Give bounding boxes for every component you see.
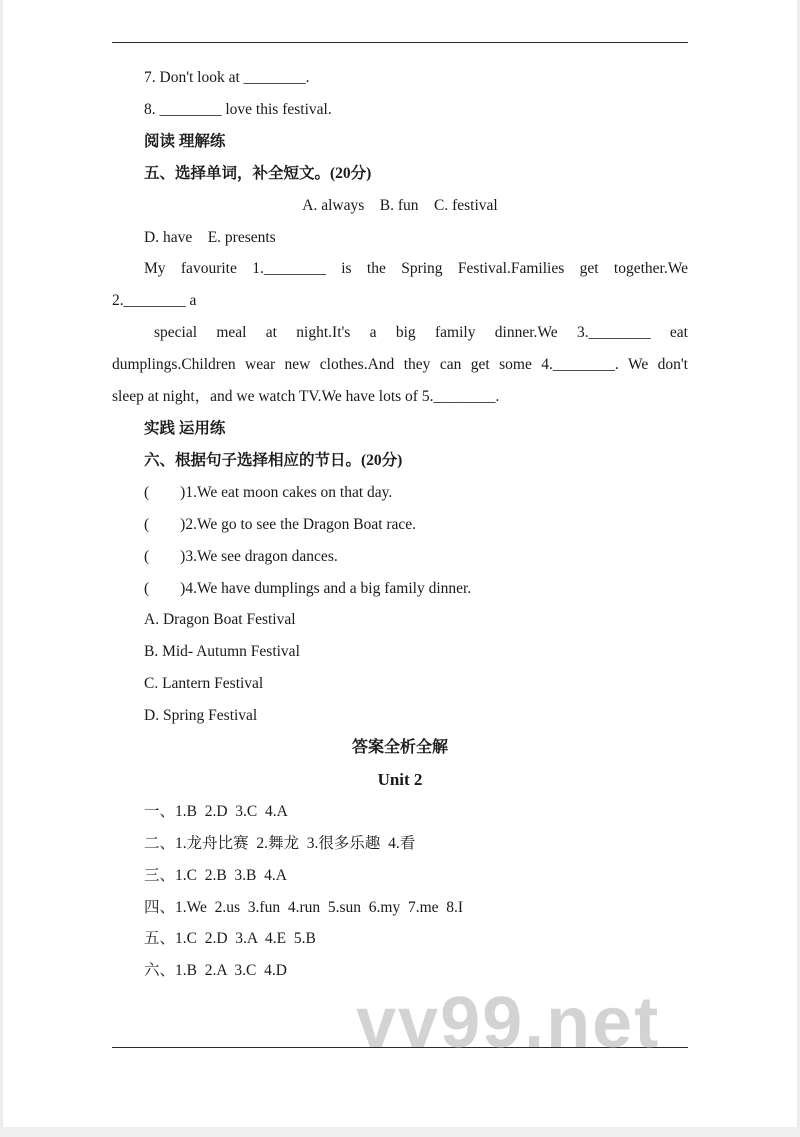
watermark: vv99.net [356,983,661,1063]
exercise-6-item-3: ( )3.We see dragon dances. [144,547,338,565]
question-7-line: 7. Don't look at ________. [144,69,310,86]
top-rule [112,42,688,43]
exercise-5-options-de: D. have E. presents [144,228,276,246]
exercise-6-item-2: ( )2.We go to see the Dragon Boat race. [144,515,417,533]
exercise-6-title: 六、根据句子选择相应的节日。(20分) [144,451,403,469]
cloze-line-1: My favourite 1.________ is the Spring Festival.Families get together.We [144,260,688,278]
exercise-6-option-b: B. Mid- Autumn Festival [144,643,300,661]
cloze-line-3: special meal at night.It's a big family dinner.We 3.________ eat [154,324,688,342]
exercise-5-title: 五、选择单词，补全短文。(20分) [144,164,372,182]
exercise-6-item-4: ( )4.We have dumplings and a big family dinner. [144,579,472,597]
page-edge-bottom [0,1127,800,1137]
answers-line-6: 六、1.B 2.A 3.C 4.D [144,962,287,980]
answers-line-1: 一、1.B 2.D 3.C 4.A [144,802,288,820]
section-header-practice: 实践 运用练 [144,419,226,437]
answers-line-5: 五、1.C 2.D 3.A 4.E 5.B [144,930,316,948]
exercise-5-options-abc: A. always B. fun C. festival [302,196,498,214]
cloze-line-5: sleep at night，and we watch TV.We have lots of 5.________. [112,388,500,406]
cloze-line-4: dumplings.Children wear new clothes.And they can get some 4.________. We don't [112,356,688,374]
question-8-line: 8. ________ love this festival. [144,100,332,118]
section-header-reading: 阅读 理解练 [144,132,226,150]
exercise-6-option-d: D. Spring Festival [144,707,258,725]
answers-line-3: 三、1.C 2.B 3.B 4.A [144,866,287,884]
answers-line-2: 二、1.龙舟比赛 2.舞龙 3.很多乐趣 4.看 [144,834,416,852]
cloze-line-2: 2.________ a [112,292,197,310]
page-edge-left [0,0,3,1137]
answers-line-4: 四、1.We 2.us 3.fun 4.run 5.sun 6.my 7.me 8.I [144,898,464,916]
answers-unit-title: Unit 2 [377,769,423,789]
bottom-rule [112,1047,688,1048]
worksheet-body [112,62,688,987]
exercise-6-item-1: ( )1.We eat moon cakes on that day. [144,483,393,501]
exercise-6-option-a: A. Dragon Boat Festival [144,611,296,629]
exercise-6-option-c: C. Lantern Festival [144,675,264,693]
answers-section-title: 答案全析全解 [351,739,448,757]
